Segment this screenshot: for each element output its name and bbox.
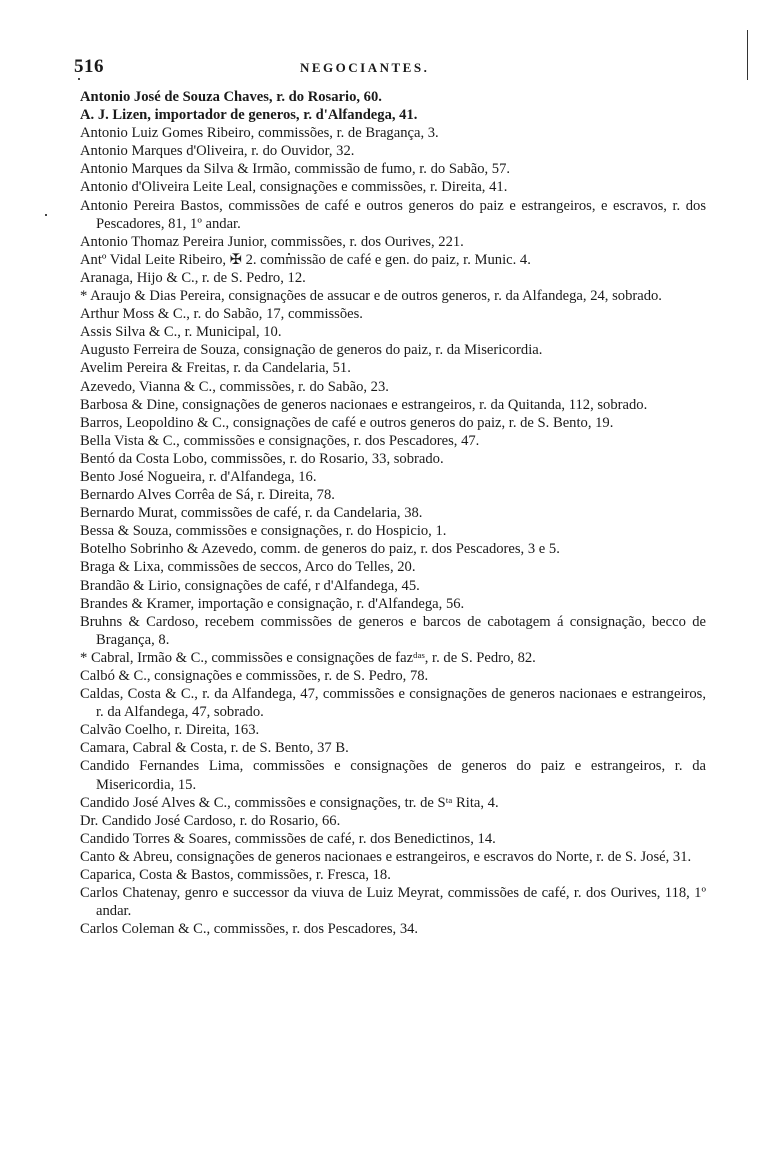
list-item: Antonio Luiz Gomes Ribeiro, commissões, r. de Bragança, 3.: [80, 125, 439, 142]
list-item: Dr. Candido José Cardoso, r. do Rosario, 66.: [80, 812, 341, 829]
list-item: Brandão & Lirio, consignações de café, r d'Alfandega, 45.: [80, 577, 420, 594]
list-item: Bento José Nogueira, r. d'Alfandega, 16.: [80, 468, 317, 485]
list-item: Aranaga, Hijo & C., r. de S. Pedro, 12.: [80, 269, 306, 286]
list-item: Arthur Moss & C., r. do Sabão, 17, commissões.: [80, 306, 363, 323]
list-item: Barros, Leopoldino & C., consignações de café e outros generos do paiz, r. de S. Bento, 19.: [80, 414, 614, 431]
list-item: Azevedo, Vianna & C., commissões, r. do Sabão, 23.: [80, 378, 389, 395]
merchant-list: [80, 88, 706, 938]
list-item: A. J. Lizen, importador de generos, r. d'Alfandega, 41.: [80, 107, 418, 124]
list-item: Bernardo Alves Corrêa de Sá, r. Direita, 78.: [80, 487, 335, 504]
list-item: Candido Fernandes Lima, commissões e consignações de generos do paiz e estrangeiros, r. da Misericordia, 15.: [80, 758, 706, 793]
list-item: Braga & Lixa, commissões de seccos, Arco do Telles, 20.: [80, 559, 416, 576]
list-item: Candido José Alves & C., commissões e consignações, tr. de Sᵗᵃ Rita, 4.: [80, 794, 499, 811]
page-number: 516: [74, 56, 104, 77]
list-item: Candido Torres & Soares, commissões de café, r. dos Benedictinos, 14.: [80, 830, 496, 847]
list-item: Bentó da Costa Lobo, commissões, r. do Rosario, 33, sobrado.: [80, 450, 444, 467]
list-item: Assis Silva & C., r. Municipal, 10.: [80, 324, 282, 341]
list-item: Antonio Marques d'Oliveira, r. do Ouvidor, 32.: [80, 143, 355, 160]
list-item: Bernardo Murat, commissões de café, r. da Candelaria, 38.: [80, 505, 423, 522]
list-item: Antonio d'Oliveira Leite Leal, consignações e commissões, r. Direita, 41.: [80, 179, 508, 196]
list-item: Bessa & Souza, commissões e consignações, r. do Hospicio, 1.: [80, 523, 447, 540]
list-item: Camara, Cabral & Costa, r. de S. Bento, 37 B.: [80, 740, 349, 757]
list-item: Calvão Coelho, r. Direita, 163.: [80, 722, 260, 739]
list-item: Botelho Sobrinho & Azevedo, comm. de generos do paiz, r. dos Pescadores, 3 e 5.: [80, 541, 560, 558]
margin-rule: [747, 30, 748, 80]
list-item: Antº Vidal Leite Ribeiro, ✠ 2. commissão de café e gen. do paiz, r. Munic. 4.: [80, 251, 531, 268]
list-item: Caparica, Costa & Bastos, commissões, r. Fresca, 18.: [80, 867, 391, 884]
list-item: * Araujo & Dias Pereira, consignações de assucar e de outros generos, r. da Alfandega, 24, sobrado.: [80, 288, 662, 305]
list-item: Calbó & C., consignações e commissões, r. de S. Pedro, 78.: [80, 668, 429, 684]
list-item: Antonio José de Souza Chaves, r. do Rosario, 60.: [80, 89, 382, 105]
list-item: Antonio Thomaz Pereira Junior, commissões, r. dos Ourives, 221.: [80, 233, 464, 250]
list-item: Carlos Chatenay, genro e successor da viuva de Luiz Meyrat, commissões de café, r. dos Ourives, 118, 1º andar.: [80, 885, 706, 920]
list-item: Canto & Abreu, consignações de generos nacionaes e estrangeiros, e escravos do Norte, r. de S. José, 31.: [80, 848, 692, 865]
print-speck: [45, 214, 47, 216]
list-item: Augusto Ferreira de Souza, consignação de generos do paiz, r. da Misericordia.: [80, 342, 543, 359]
list-item: Avelim Pereira & Freitas, r. da Candelaria, 51.: [80, 360, 351, 377]
list-item: Antonio Marques da Silva & Irmão, commissão de fumo, r. do Sabão, 57.: [80, 161, 511, 178]
list-item: * Cabral, Irmão & C., commissões e consignações de fazᵈᵃˢ, r. de S. Pedro, 82.: [80, 649, 536, 666]
list-item: Bella Vista & C., commissões e consignações, r. dos Pescadores, 47.: [80, 432, 480, 449]
list-item: Antonio Pereira Bastos, commissões de café e outros generos do paiz e estrangeiros, e escravos, r. dos Pescadores, 81, 1º andar.: [80, 197, 706, 232]
list-item: Carlos Coleman & C., commissões, r. dos Pescadores, 34.: [80, 921, 419, 938]
list-item: Barbosa & Dine, consignações de generos nacionaes e estrangeiros, r. da Quitanda, 112, sobrado.: [80, 396, 648, 413]
list-item: Bruhns & Cardoso, recebem commissões de generos e barcos de cabotagem á consignação, becco de Bragança, 8.: [80, 613, 706, 648]
list-item: Caldas, Costa & C., r. da Alfandega, 47, commissões e consignações de generos nacionaes e estrangeiros, r. da Alfandega, 47, sobrado.: [80, 686, 706, 721]
print-speck: [78, 78, 80, 80]
list-item: Brandes & Kramer, importação e consignação, r. d'Alfandega, 56.: [80, 595, 465, 612]
running-title: NEGOCIANTES.: [300, 60, 430, 75]
